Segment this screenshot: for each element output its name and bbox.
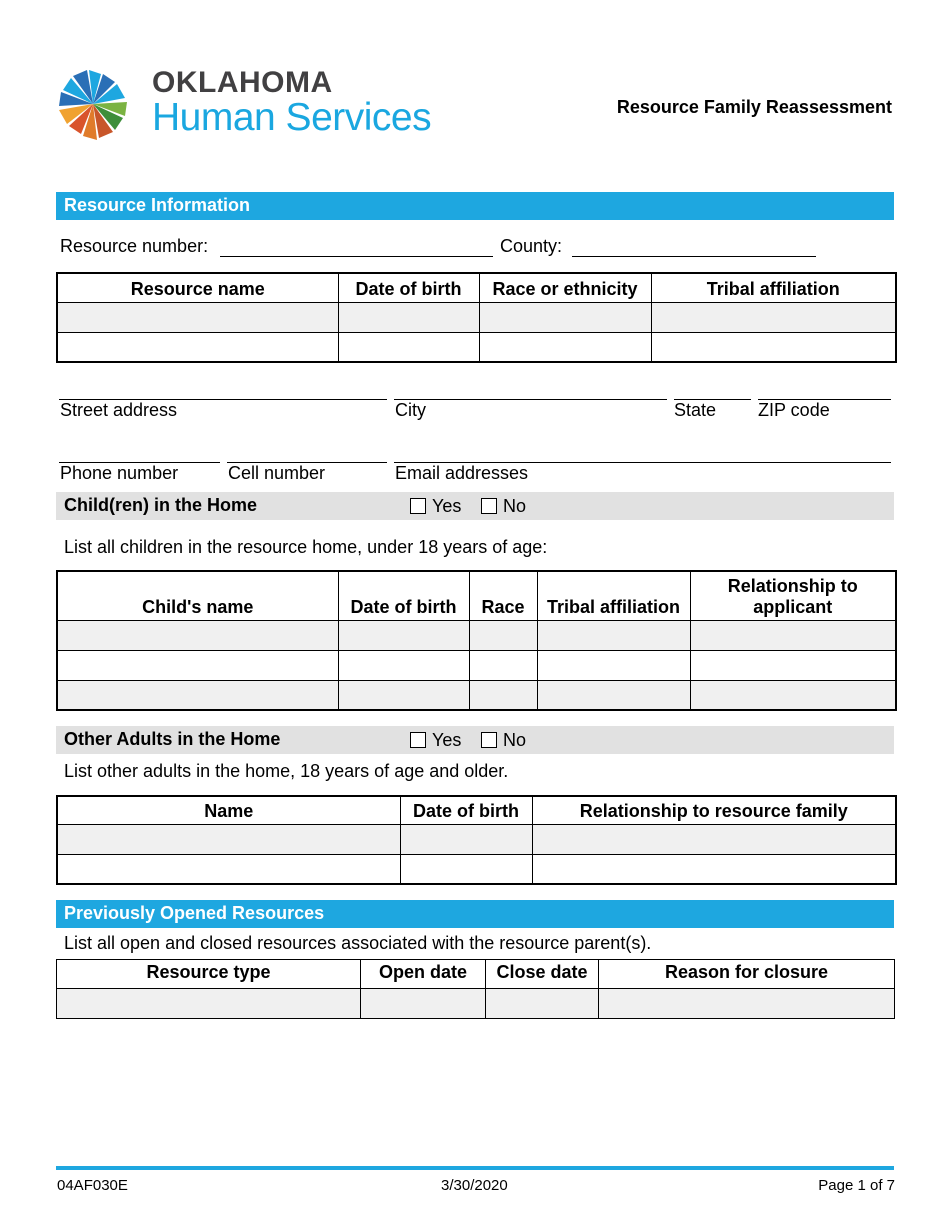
previous-instruction: List all open and closed resources associated with the resource parent(s). (64, 933, 652, 953)
col-race: Race (469, 571, 537, 620)
phone-label: Phone number (60, 463, 179, 483)
children-yes-option[interactable] (410, 496, 461, 517)
table-cell[interactable] (690, 620, 896, 650)
table-cell[interactable] (338, 302, 479, 332)
checkbox-icon[interactable] (410, 498, 426, 514)
resource-number-label: Resource number: (60, 236, 209, 256)
adults-table (56, 795, 897, 885)
section-children-in-home (56, 492, 894, 520)
table-cell[interactable] (57, 989, 361, 1019)
table-row (57, 332, 896, 362)
table-cell[interactable] (338, 680, 469, 710)
col-resource-name: Resource name (57, 273, 338, 302)
col-resource-type: Resource type (57, 960, 361, 989)
table-cell[interactable] (479, 332, 651, 362)
document-title: Resource Family Reassessment (616, 97, 892, 117)
table-cell[interactable] (57, 824, 400, 854)
city-field[interactable] (394, 399, 667, 400)
col-open-date: Open date (361, 960, 486, 989)
county-field[interactable] (572, 256, 816, 257)
table-cell[interactable] (338, 620, 469, 650)
previous-resources-table (56, 959, 895, 1019)
table-cell[interactable] (537, 650, 690, 680)
table-cell[interactable] (537, 620, 690, 650)
table-cell[interactable] (57, 332, 338, 362)
table-cell[interactable] (57, 854, 400, 884)
table-cell[interactable] (57, 680, 338, 710)
street-address-label: Street address (60, 400, 178, 420)
section-resource-information: Resource Information (56, 192, 894, 220)
table-row (57, 680, 896, 710)
children-no-option[interactable] (481, 496, 526, 517)
section-title: Other Adults in the Home (64, 729, 281, 749)
table-cell[interactable] (532, 854, 896, 884)
form-number: 04AF030E (57, 1177, 128, 1194)
col-relationship: Relationship to applicant (690, 571, 896, 620)
adults-yes-option[interactable] (410, 730, 461, 751)
zip-label: ZIP code (758, 400, 830, 420)
logo-line-oklahoma: OKLAHOMA (152, 66, 333, 99)
city-label: City (395, 400, 426, 420)
table-cell[interactable] (57, 650, 338, 680)
footer-divider (56, 1166, 894, 1170)
col-race-or-ethnicity: Race or ethnicity (479, 273, 651, 302)
table-cell[interactable] (361, 989, 486, 1019)
table-cell[interactable] (690, 650, 896, 680)
table-cell[interactable] (690, 680, 896, 710)
col-tribal-affiliation: Tribal affiliation (651, 273, 896, 302)
table-row (57, 824, 896, 854)
col-date-of-birth: Date of birth (338, 273, 479, 302)
table-cell[interactable] (469, 620, 537, 650)
table-cell[interactable] (400, 824, 532, 854)
checkbox-icon[interactable] (481, 498, 497, 514)
logo-line-human-services: Human Services (152, 96, 432, 139)
col-tribal-affiliation: Tribal affiliation (537, 571, 690, 620)
yes-label: Yes (432, 730, 462, 750)
children-instruction: List all children in the resource home, under 18 years of age: (64, 537, 548, 557)
table-cell[interactable] (599, 989, 895, 1019)
state-label: State (674, 400, 717, 420)
checkbox-icon[interactable] (481, 732, 497, 748)
checkbox-icon[interactable] (410, 732, 426, 748)
children-table (56, 570, 897, 711)
no-label: No (503, 496, 527, 516)
table-row (57, 989, 895, 1019)
adults-no-option[interactable] (481, 730, 526, 751)
col-reason-for-closure: Reason for closure (599, 960, 895, 989)
section-other-adults (56, 726, 894, 754)
table-cell[interactable] (651, 302, 896, 332)
table-cell[interactable] (479, 302, 651, 332)
col-childs-name: Child's name (57, 571, 338, 620)
table-row (57, 650, 896, 680)
col-date-of-birth: Date of birth (400, 796, 532, 824)
table-cell[interactable] (57, 620, 338, 650)
col-relationship: Relationship to resource family (532, 796, 896, 824)
table-cell[interactable] (486, 989, 599, 1019)
county-label: County: (500, 236, 563, 256)
table-cell[interactable] (537, 680, 690, 710)
star-logo-icon (55, 62, 145, 152)
agency-logo (55, 62, 465, 152)
table-cell[interactable] (532, 824, 896, 854)
adults-instruction: List other adults in the home, 18 years of age and older. (64, 761, 509, 781)
table-row (57, 854, 896, 884)
section-title: Child(ren) in the Home (64, 495, 257, 515)
page-number: Page 1 of 7 (818, 1177, 895, 1194)
table-cell[interactable] (469, 650, 537, 680)
table-cell[interactable] (400, 854, 532, 884)
resource-number-field[interactable] (220, 256, 493, 257)
col-close-date: Close date (486, 960, 599, 989)
no-label: No (503, 730, 527, 750)
table-cell[interactable] (469, 680, 537, 710)
table-cell[interactable] (651, 332, 896, 362)
col-name: Name (57, 796, 400, 824)
table-cell[interactable] (338, 332, 479, 362)
email-label: Email addresses (395, 463, 529, 483)
table-cell[interactable] (57, 302, 338, 332)
cell-label: Cell number (228, 463, 326, 483)
section-previously-opened-resources: Previously Opened Resources (56, 900, 894, 928)
yes-label: Yes (432, 496, 462, 516)
table-cell[interactable] (338, 650, 469, 680)
resource-table (56, 272, 897, 363)
col-date-of-birth: Date of birth (338, 571, 469, 620)
revision-date: 3/30/2020 (441, 1177, 508, 1194)
table-row (57, 620, 896, 650)
table-row (57, 302, 896, 332)
